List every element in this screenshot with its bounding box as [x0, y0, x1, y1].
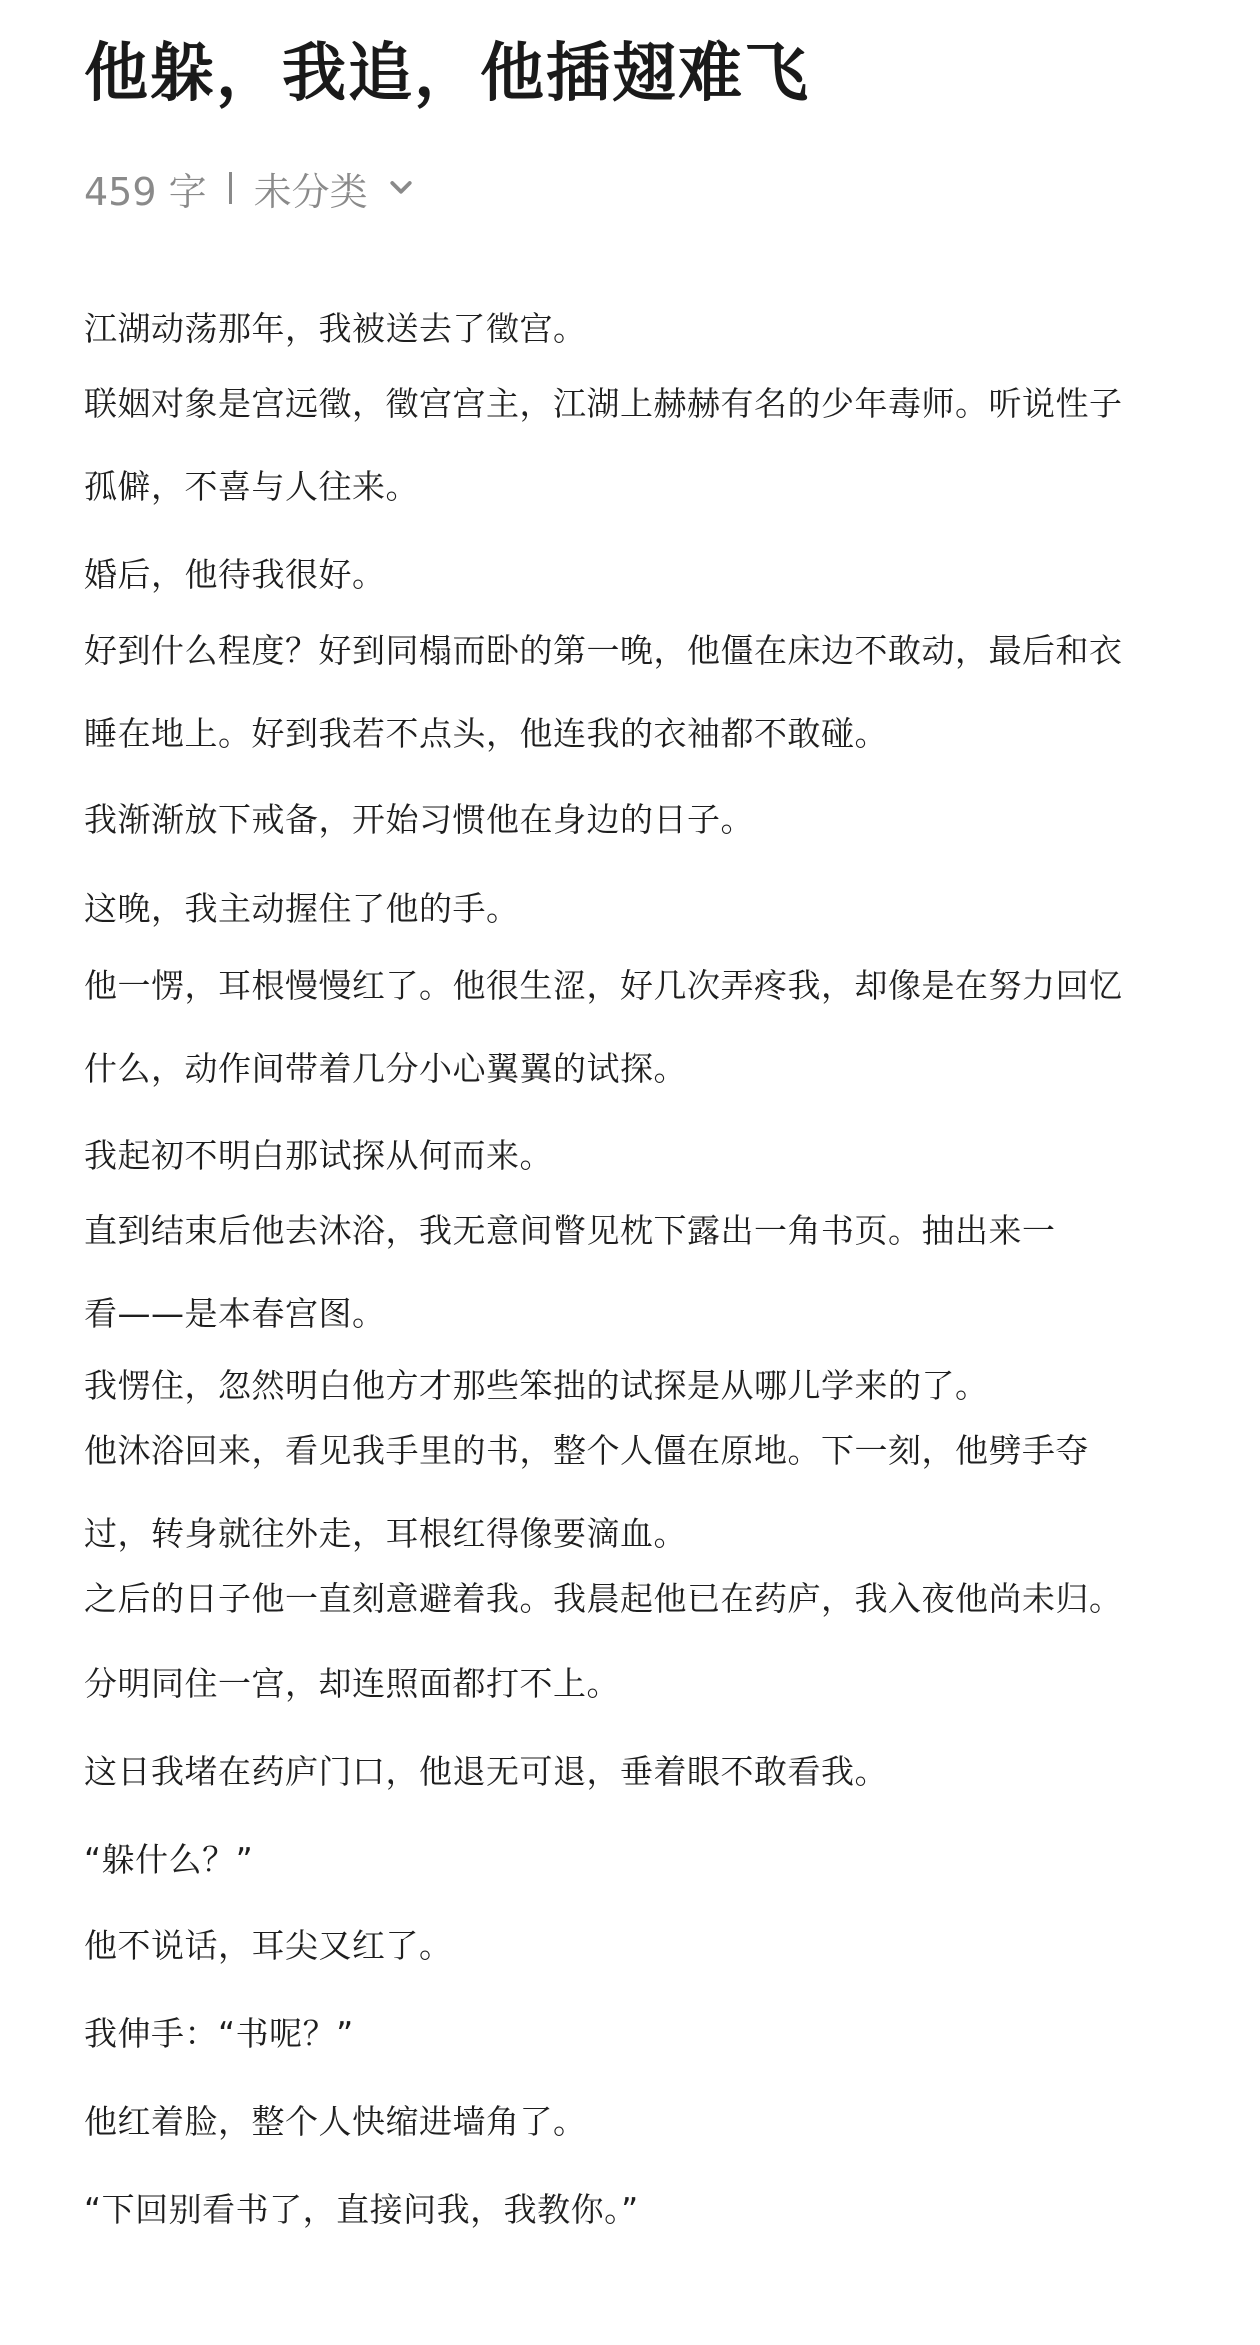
chevron-down-icon[interactable]	[386, 173, 416, 203]
body-line: 我起初不明白那试探从何而来。	[84, 1136, 553, 1175]
body-line: 婚后，他待我很好。	[84, 555, 386, 594]
body-line: 这晚，我主动握住了他的手。	[84, 889, 520, 928]
body-line: 孤僻，不喜与人往来。	[84, 467, 419, 506]
body-line: 江湖动荡那年，我被送去了徵宫。	[84, 309, 587, 348]
body-line: 他沐浴回来，看见我手里的书，整个人僵在原地。下一刻，他劈手夺	[84, 1431, 1089, 1470]
body-line: 之后的日子他一直刻意避着我。我晨起他已在药庐，我入夜他尚未归。	[84, 1579, 1123, 1618]
word-count: 459 字	[84, 169, 207, 214]
meta-divider	[229, 172, 232, 204]
body-line: 这日我堵在药庐门口，他退无可退，垂着眼不敢看我。	[84, 1752, 888, 1791]
body-line: 分明同住一宫，却连照面都打不上。	[84, 1664, 620, 1703]
category-selector[interactable]	[254, 161, 416, 216]
body-line: 我愣住，忽然明白他方才那些笨拙的试探是从哪儿学来的了。	[84, 1366, 989, 1405]
body-line: 他一愣，耳根慢慢红了。他很生涩，好几次弄疼我，却像是在努力回忆	[84, 966, 1123, 1005]
document-meta	[84, 160, 416, 216]
body-line: 他不说话，耳尖又红了。	[84, 1926, 453, 1965]
body-line: “躲什么？”	[84, 1840, 254, 1879]
body-line: 睡在地上。好到我若不点头，他连我的衣袖都不敢碰。	[84, 714, 888, 753]
body-line: 好到什么程度？好到同榻而卧的第一晚，他僵在床边不敢动，最后和衣	[84, 631, 1123, 670]
body-line: 联姻对象是宫远徵，徵宫宫主，江湖上赫赫有名的少年毒师。听说性子	[84, 384, 1123, 423]
body-line: 看——是本春宫图。	[84, 1294, 386, 1333]
body-line: 我伸手：“书呢？”	[84, 2014, 354, 2053]
body-line: 他红着脸，整个人快缩进墙角了。	[84, 2102, 587, 2141]
body-line: 直到结束后他去沐浴，我无意间瞥见枕下露出一角书页。抽出来一	[84, 1211, 1056, 1250]
body-line: 过，转身就往外走，耳根红得像要滴血。	[84, 1514, 687, 1553]
body-line: 我渐渐放下戒备，开始习惯他在身边的日子。	[84, 800, 754, 839]
category-label: 未分类	[253, 169, 368, 214]
body-line: 什么，动作间带着几分小心翼翼的试探。	[84, 1049, 687, 1088]
document-title: 他躲，我追，他插翅难飞	[84, 37, 810, 111]
body-line: “下回别看书了，直接问我，我教你。”	[84, 2190, 639, 2229]
